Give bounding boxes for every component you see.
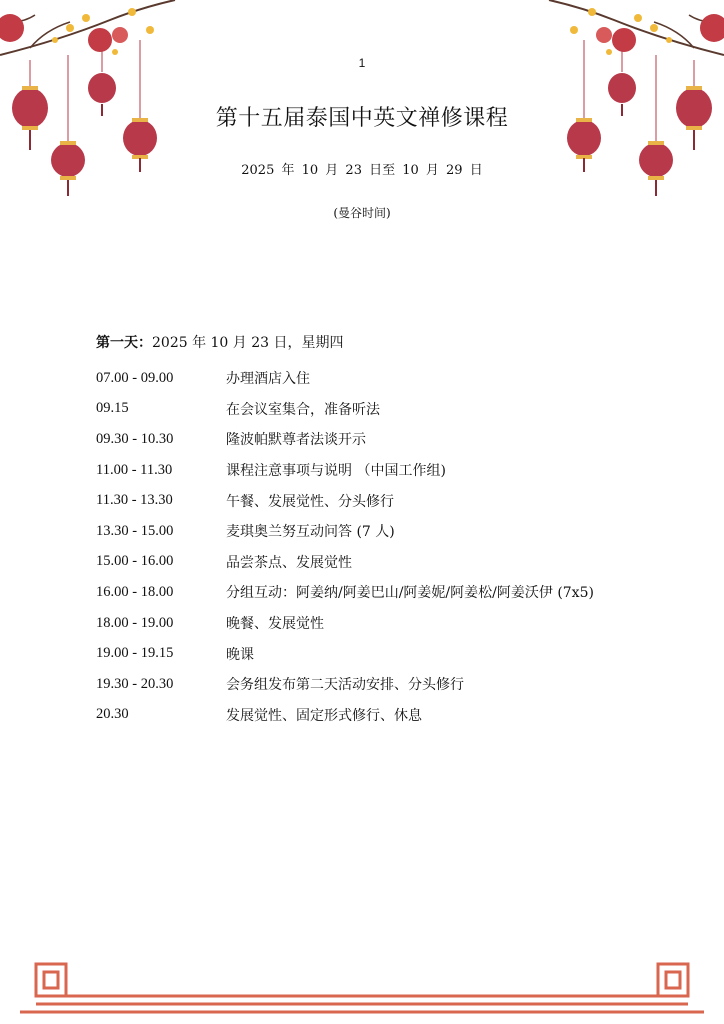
schedule-activity: 发展觉性、固定形式修行、休息 (226, 707, 422, 724)
schedule-time: 19.30 - 20.30 (96, 675, 174, 692)
timezone-note: (曼谷时间) (333, 206, 391, 220)
schedule-time: 09.30 - 10.30 (96, 430, 174, 447)
schedule-row (96, 455, 594, 486)
day-heading (96, 332, 344, 352)
schedule-activity: 麦琪奥兰努互动问答 (7 人) (226, 524, 395, 541)
schedule-row (96, 424, 594, 455)
schedule-time: 20.30 (96, 706, 129, 723)
schedule-activity: 在会议室集合，准备听法 (226, 401, 380, 418)
schedule-row (96, 638, 594, 669)
schedule-row (96, 516, 594, 547)
schedule-row (96, 547, 594, 578)
schedule-activity: 办理酒店入住 (226, 371, 310, 388)
schedule-activity: 隆波帕默尊者法谈开示 (226, 432, 366, 449)
schedule-list (96, 363, 594, 730)
schedule-activity: 会务组发布第二天活动安排、分头修行 (226, 677, 464, 694)
schedule-time: 11.00 - 11.30 (96, 461, 173, 478)
day-label: 第一天： (96, 335, 152, 351)
schedule-activity: 晚餐、发展觉性 (226, 616, 324, 633)
schedule-time: 11.30 - 13.30 (96, 492, 173, 509)
schedule-activity: 晚课 (226, 646, 254, 663)
schedule-time: 09.15 (96, 400, 129, 417)
schedule-time: 15.00 - 16.00 (96, 553, 174, 570)
schedule-time: 18.00 - 19.00 (96, 614, 174, 631)
schedule-time: 13.30 - 15.00 (96, 522, 174, 539)
schedule-activity: 品尝茶点、发展觉性 (226, 554, 352, 571)
schedule-time: 07.00 - 09.00 (96, 369, 174, 386)
day-date: 2025 年 10 月 23 日，星期四 (152, 335, 344, 351)
schedule-row (96, 669, 594, 700)
schedule-activity: 午餐、发展觉性、分头修行 (226, 493, 394, 510)
schedule-row (96, 485, 594, 516)
schedule-row (96, 700, 594, 731)
page-title: 第十五届泰国中英文禅修课程 (215, 106, 509, 131)
date-range: 2025 年 10 月 23 日至 10 月 29 日 (241, 163, 483, 178)
schedule-row (96, 608, 594, 639)
schedule-time: 16.00 - 18.00 (96, 583, 174, 600)
schedule-activity: 课程注意事项与说明 （中国工作组) (226, 463, 446, 480)
page-number: 1 (358, 56, 366, 70)
schedule-row (96, 363, 594, 394)
schedule-row (96, 577, 594, 608)
schedule-row (96, 394, 594, 425)
schedule-activity: 分组互动：阿姜纳/阿姜巴山/阿姜妮/阿姜松/阿姜沃伊 (7x5) (226, 585, 594, 602)
schedule-time: 19.00 - 19.15 (96, 645, 174, 662)
